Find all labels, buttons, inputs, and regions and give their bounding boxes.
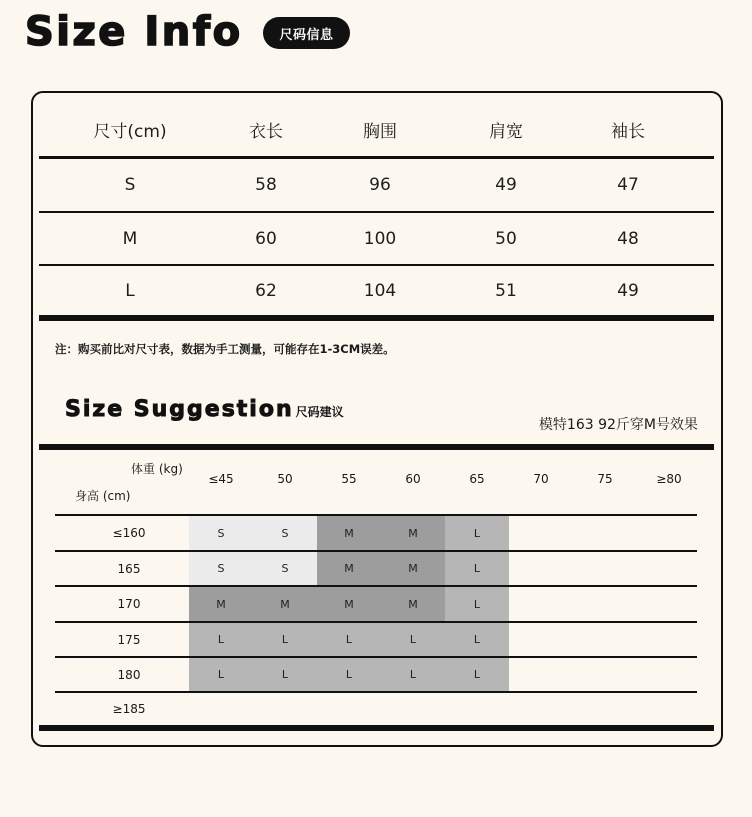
size-cell bbox=[381, 693, 445, 725]
size-info-panel bbox=[31, 91, 723, 747]
size-cell bbox=[637, 516, 697, 550]
size-cell bbox=[637, 623, 697, 656]
height-label-cell: ≥185 bbox=[112, 702, 146, 716]
measurement-note: 注：购买前比对尺寸表，数据为手工测量，可能存在1-3CM误差。 bbox=[55, 342, 395, 356]
size-suggestion-title: Size Suggestion bbox=[65, 397, 294, 422]
size-cell: L bbox=[253, 658, 317, 691]
size-cell bbox=[253, 693, 317, 725]
size-table bbox=[39, 102, 714, 321]
weight-header-cell: 70 bbox=[533, 472, 549, 486]
column-header-sleeve: 袖长 bbox=[611, 121, 645, 142]
suggestion-row bbox=[55, 514, 697, 550]
weight-header-cell: ≤45 bbox=[208, 472, 234, 486]
size-cell bbox=[573, 658, 637, 691]
suggestion-row bbox=[55, 550, 697, 585]
suggestion-row bbox=[55, 621, 697, 656]
size-table-header bbox=[39, 102, 714, 159]
weight-header-cell: 75 bbox=[597, 472, 613, 486]
size-suggestion-grid bbox=[55, 514, 697, 725]
size-cell: S bbox=[189, 552, 253, 585]
size-cell: M bbox=[253, 587, 317, 621]
size-cell: L bbox=[445, 587, 509, 621]
size-cell bbox=[509, 552, 573, 585]
column-header-length: 衣长 bbox=[249, 121, 283, 142]
size-cell: M bbox=[317, 587, 381, 621]
size-table-row bbox=[39, 213, 714, 266]
size-cell: M bbox=[189, 587, 253, 621]
height-label-cell: ≤160 bbox=[112, 526, 146, 540]
size-cell bbox=[509, 658, 573, 691]
divider bbox=[39, 444, 714, 450]
size-cell: L bbox=[125, 280, 135, 301]
size-cell: L bbox=[317, 623, 381, 656]
column-header-shoulder: 肩宽 bbox=[489, 121, 523, 142]
size-cell: L bbox=[381, 623, 445, 656]
size-info-badge: 尺码信息 bbox=[263, 17, 350, 49]
size-cell: L bbox=[445, 516, 509, 550]
size-table-row bbox=[39, 159, 714, 213]
size-cell: L bbox=[189, 623, 253, 656]
length-cell: 60 bbox=[255, 228, 277, 249]
suggestion-row bbox=[55, 585, 697, 621]
size-cell bbox=[445, 693, 509, 725]
chest-cell: 96 bbox=[369, 175, 391, 195]
weight-axis-label: 体重 (kg) bbox=[131, 462, 183, 476]
length-cell: 58 bbox=[255, 175, 277, 195]
chest-cell: 100 bbox=[363, 228, 397, 249]
shoulder-cell: 49 bbox=[495, 175, 517, 195]
length-cell: 62 bbox=[255, 280, 277, 301]
size-cell bbox=[509, 516, 573, 550]
height-label-cell: 175 bbox=[117, 632, 141, 647]
size-cell bbox=[573, 516, 637, 550]
size-cell: L bbox=[253, 623, 317, 656]
size-cell: L bbox=[445, 658, 509, 691]
size-cell: M bbox=[122, 228, 138, 249]
size-cell: L bbox=[445, 623, 509, 656]
size-cell: M bbox=[381, 587, 445, 621]
page-title: Size Info bbox=[25, 9, 243, 55]
suggestion-row bbox=[55, 656, 697, 691]
size-cell: S bbox=[253, 552, 317, 585]
size-cell: L bbox=[381, 658, 445, 691]
size-cell: M bbox=[381, 552, 445, 585]
shoulder-cell: 50 bbox=[495, 228, 517, 249]
model-note: 模特163 92斤穿M号效果 bbox=[538, 417, 698, 433]
weight-header-cell: 50 bbox=[277, 472, 293, 486]
size-cell: S bbox=[124, 175, 136, 195]
chest-cell: 104 bbox=[363, 280, 397, 301]
size-cell bbox=[509, 587, 573, 621]
weight-header-row bbox=[189, 471, 701, 487]
size-suggestion-subtitle: 尺码建议 bbox=[295, 405, 344, 419]
weight-header-cell: 60 bbox=[405, 472, 421, 486]
column-header-size: 尺寸(cm) bbox=[93, 121, 167, 142]
size-cell bbox=[637, 587, 697, 621]
size-cell bbox=[637, 552, 697, 585]
suggestion-row bbox=[55, 691, 697, 725]
size-cell bbox=[509, 623, 573, 656]
size-cell bbox=[573, 623, 637, 656]
size-cell: L bbox=[317, 658, 381, 691]
size-cell bbox=[573, 587, 637, 621]
size-table-row bbox=[39, 266, 714, 321]
size-cell: M bbox=[317, 516, 381, 550]
sleeve-cell: 47 bbox=[617, 175, 639, 195]
size-cell: M bbox=[381, 516, 445, 550]
size-cell bbox=[189, 693, 253, 725]
size-cell bbox=[637, 693, 697, 725]
size-cell bbox=[509, 693, 573, 725]
size-cell bbox=[637, 658, 697, 691]
size-cell: S bbox=[253, 516, 317, 550]
height-label-cell: 165 bbox=[117, 561, 141, 576]
weight-header-cell: 65 bbox=[469, 472, 485, 486]
size-cell bbox=[573, 552, 637, 585]
size-cell: S bbox=[189, 516, 253, 550]
size-cell bbox=[317, 693, 381, 725]
column-header-chest: 胸围 bbox=[363, 121, 397, 142]
height-label-cell: 170 bbox=[117, 597, 141, 611]
weight-header-cell: ≥80 bbox=[656, 472, 682, 486]
height-axis-label: 身高 (cm) bbox=[75, 489, 131, 503]
divider bbox=[39, 725, 714, 731]
size-cell bbox=[573, 693, 637, 725]
sleeve-cell: 49 bbox=[617, 280, 639, 301]
height-label-cell: 180 bbox=[117, 667, 141, 682]
size-cell: L bbox=[189, 658, 253, 691]
size-suggestion-heading bbox=[65, 398, 344, 424]
shoulder-cell: 51 bbox=[495, 280, 517, 301]
weight-header-cell: 55 bbox=[341, 472, 357, 486]
size-cell: M bbox=[317, 552, 381, 585]
sleeve-cell: 48 bbox=[617, 228, 639, 249]
size-cell: L bbox=[445, 552, 509, 585]
